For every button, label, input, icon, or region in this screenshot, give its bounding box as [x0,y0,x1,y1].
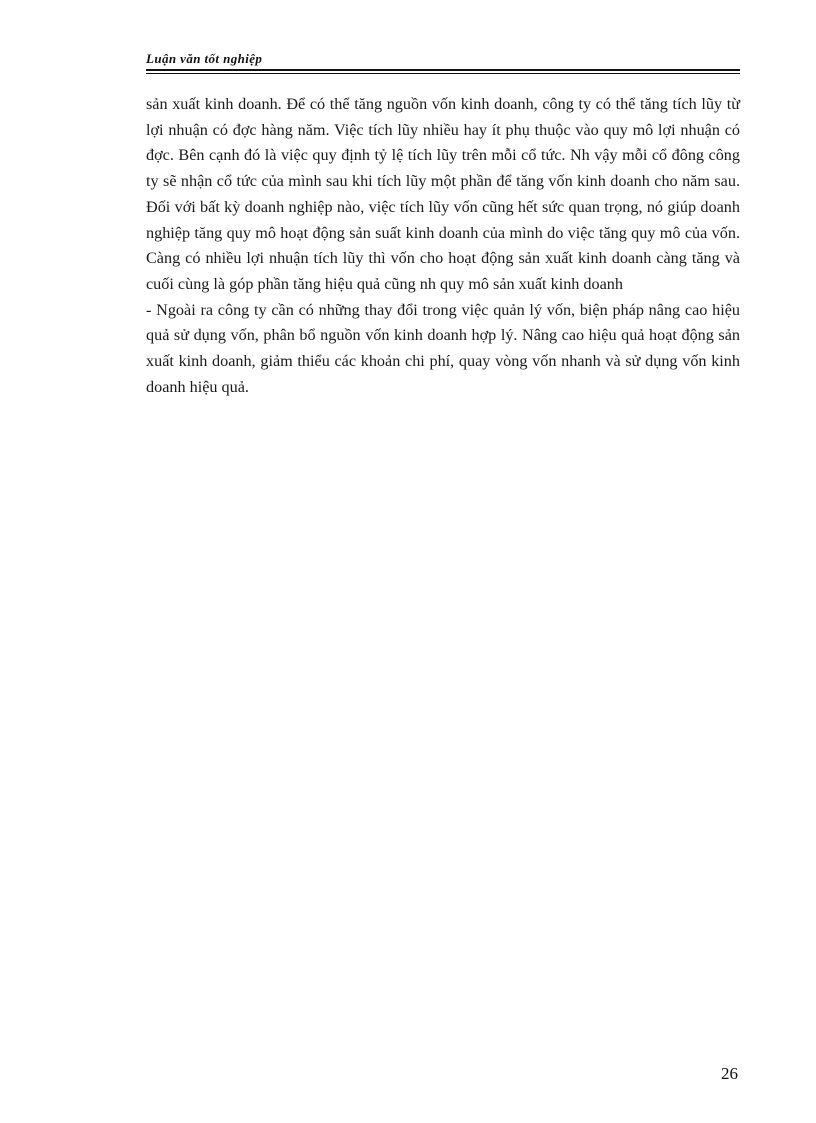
page-number: 26 [721,1064,738,1083]
header-rule [146,69,740,71]
header-rule-thin [146,73,740,74]
paragraph-capital-management: - Ngoài ra công ty cần có những thay đổi trong việc quản lý vốn, biện pháp nâng cao hiệu quả sử dụng vốn, phân bổ nguồn vốn kinh doanh hợp lý. Nâng cao hiệu quả hoạt động sản xuất kinh doanh, giảm thiểu các khoản chi phí, quay vòng vốn nhanh và sử dụng vốn kinh doanh hiệu quả. [146,300,740,396]
document-body [146,92,740,400]
page-header [146,50,740,74]
header-title: Luận văn tốt nghiệp [146,51,263,66]
paragraph-capital-accumulation: sản xuất kinh doanh. Để có thể tăng nguồn vốn kinh doanh, công ty có thể tăng tích lũy từ lợi nhuận có đợc hàng năm. Việc tích lũy nhiều hay ít phụ thuộc vào quy mô lợi nhuận có đợc. Bên cạnh đó là việc quy định tỷ lệ tích lũy trên mỗi cổ tức. Nh vậy mỗi cổ đông công ty sẽ nhận cổ tức của mình sau khi tích lũy một phần để tăng vốn kinh doanh cho năm sau. Đối với bất kỳ doanh nghiệp nào, việc tích lũy vốn cũng hết sức quan trọng, nó giúp doanh nghiệp tăng quy mô hoạt động sản suất kinh doanh của mình do việc tăng quy mô của vốn. Càng có nhiều lợi nhuận tích lũy thì vốn cho hoạt động sản xuất kinh doanh càng tăng và cuối cùng là góp phần tăng hiệu quả cũng nh quy mô sản xuất kinh doanh [146,95,740,293]
